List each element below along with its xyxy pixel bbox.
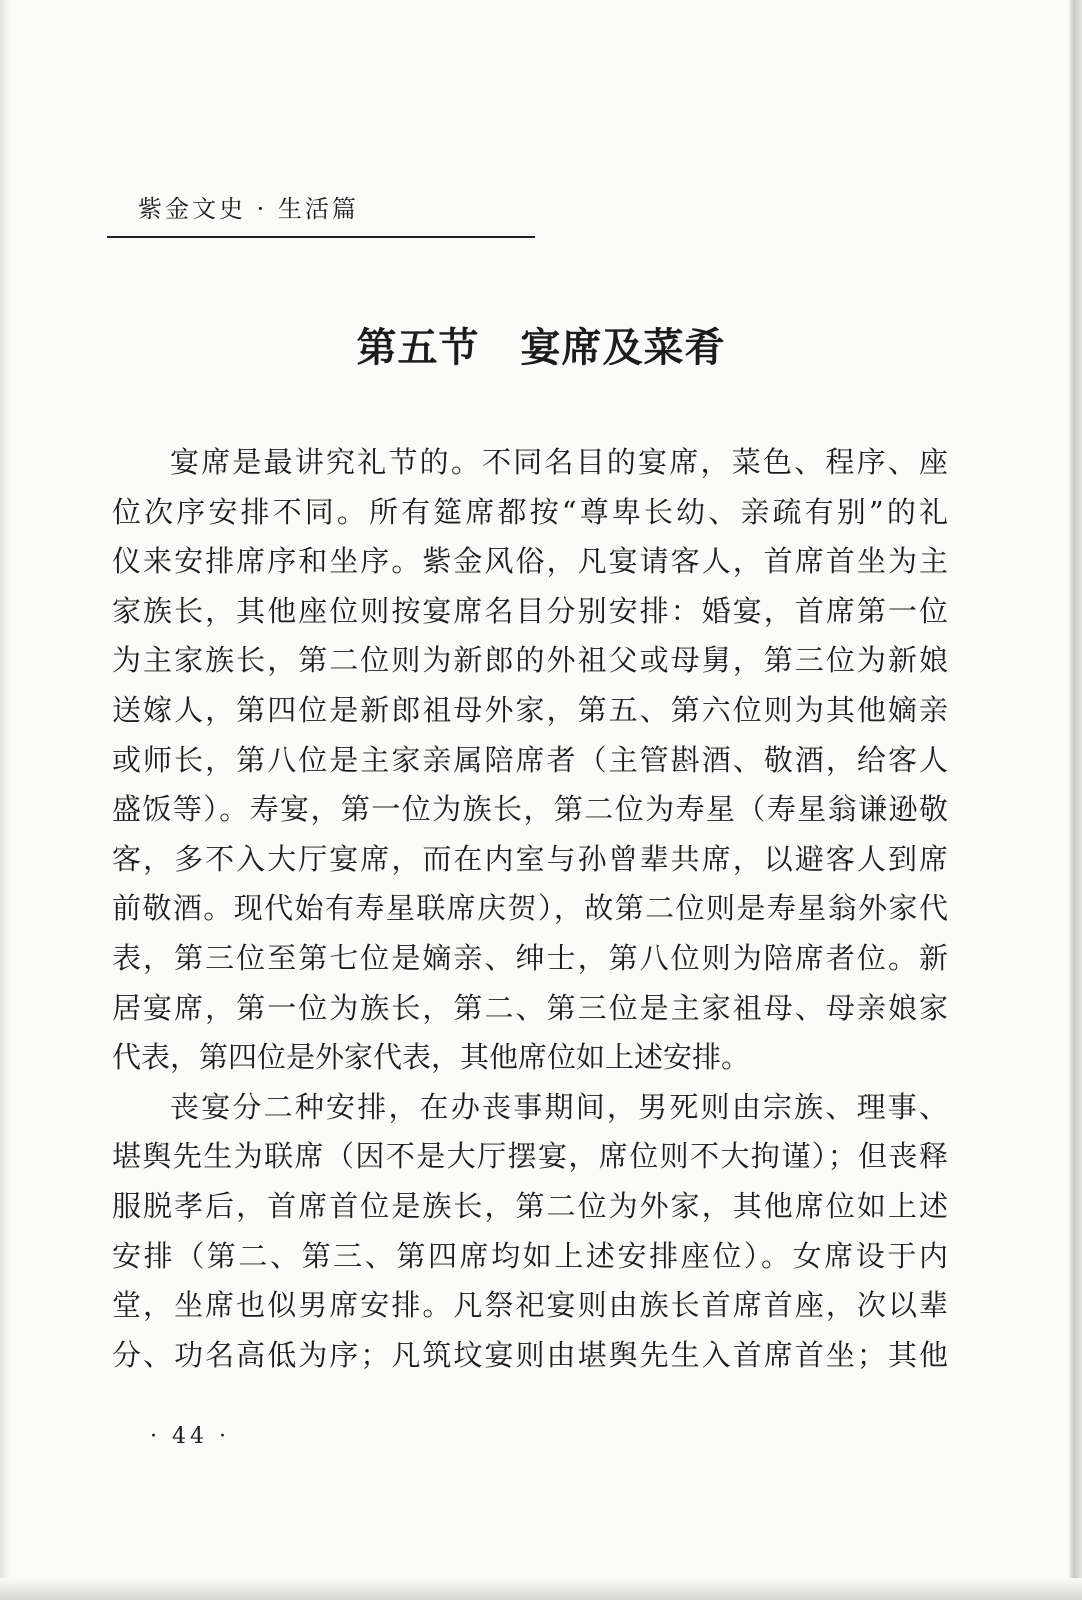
text-line: 仪来安排席序和坐序。紫金风俗，凡宴请客人，首席首坐为主: [112, 544, 948, 579]
text-line: 为主家族长，第二位则为新郎的外祖父或母舅，第三位为新娘: [112, 643, 948, 678]
text-line: 盛饭等）。寿宴，第一位为族长，第二位为寿星（寿星翁谦逊敬: [112, 792, 948, 827]
header-rule: [107, 236, 535, 238]
text-line: 送嫁人，第四位是新郎祖母外家，第五、第六位则为其他嫡亲: [112, 692, 948, 727]
text-line: 堪舆先生为联席（因不是大厅摆宴，席位则不大拘谨）；但丧释: [112, 1139, 948, 1174]
section-title: 第五节 宴席及菜肴: [356, 324, 726, 371]
page-right-edge: [1068, 0, 1082, 1600]
text-line: 或师长，第八位是主家亲属陪席者（主管斟酒、敬酒，给客人: [112, 742, 948, 777]
text-line: 前敬酒。现代始有寿星联席庆贺），故第二位则是寿星翁外家代: [112, 891, 948, 926]
text-line: 服脱孝后，首席首位是族长，第二位为外家，其他席位如上述: [112, 1188, 948, 1223]
text-line: 宴席是最讲究礼节的。不同名目的宴席，菜色、程序、座: [170, 445, 948, 479]
text-line: 客，多不入大厅宴席，而在内室与孙曾辈共席，以避客人到席: [112, 841, 948, 876]
page-left-edge: [0, 0, 10, 1600]
text-line: 位次序安排不同。所有筵席都按“尊卑长幼、亲疏有别”的礼: [112, 494, 948, 529]
page-bottom-edge: [0, 1578, 1082, 1600]
text-line: 代表，第四位是外家代表，其他席位如上述安排。: [112, 1040, 751, 1075]
running-header: 紫金文史 · 生活篇: [138, 195, 359, 223]
text-line: 堂，坐席也似男席安排。凡祭祀宴则由族长首席首座，次以辈: [112, 1288, 948, 1323]
text-line: 家族长，其他座位则按宴席名目分别安排：婚宴，首席第一位: [112, 593, 948, 628]
text-line: 表，第三位至第七位是嫡亲、绅士，第八位则为陪席者位。新: [112, 940, 948, 975]
text-line: 分、功名高低为序；凡筑坟宴则由堪舆先生入首席首坐；其他: [112, 1337, 948, 1372]
page-number: · 44 ·: [150, 1424, 230, 1449]
body-text: [112, 438, 948, 1380]
text-line: 丧宴分二种安排，在办丧事期间，男死则由宗族、理事、: [170, 1089, 948, 1124]
text-line: 安排（第二、第三、第四席均如上述安排座位）。女席设于内: [112, 1238, 948, 1273]
text-line: 居宴席，第一位为族长，第二、第三位是主家祖母、母亲娘家: [112, 990, 948, 1025]
